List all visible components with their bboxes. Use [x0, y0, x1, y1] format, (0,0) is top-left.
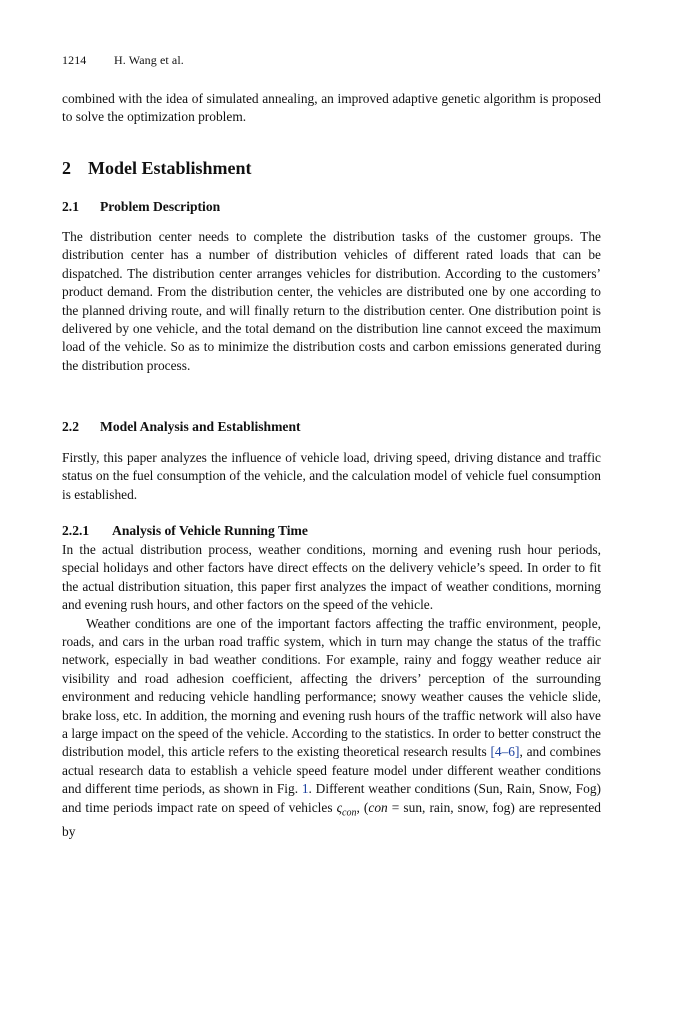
section-2-1-body-block [62, 228, 601, 375]
section-2-2-body-block [62, 449, 601, 504]
section-2-1-body: The distribution center needs to complete the distribution tasks of the customer groups. The distribution center has a number of distribution vehicles of different rated loads that can be dispatched. The distribution center arranges vehicles for distribution. According to the customers’ product demand. From the distribution center, the vehicles are distributed one by one according to the planned driving route, and will finally return to the distribution center. One distribution point is delivered by one vehicle, and the total demand on the distribution line cannot exceed the maximum load of the vehicle. So as to minimize the distribution costs and carbon emissions generated during the distribution process. [62, 229, 601, 373]
figure-link[interactable]: 1 [301, 781, 309, 797]
section-2-title: Model Establishment [88, 158, 252, 178]
section-2-2-1-title: Analysis of Vehicle Running Time [112, 523, 308, 538]
math-variable: con [368, 799, 388, 815]
section-2-heading [62, 158, 601, 179]
section-2-2-1-heading [62, 523, 601, 539]
running-header [62, 53, 184, 68]
section-2-2-1-number: 2.2.1 [62, 523, 90, 538]
section-2-2-title: Model Analysis and Establishment [100, 419, 301, 434]
section-2-2-number: 2.2 [62, 419, 79, 434]
math-subscript: con [342, 807, 357, 819]
math-symbol-varsigma: ς [336, 799, 343, 815]
section-2-2-heading [62, 419, 601, 435]
section-2-1-title: Problem Description [100, 199, 221, 214]
section-2-2-1-para2: Weather conditions are one of the important factors affecting the traffic environment, people, roads, and cars in the urban road traffic system, which in turn may change the status of the traffic network, especially in bad weather conditions. For example, rainy and foggy weather reduce air visibility and road adhesion coefficient, affecting the drivers’ perception of the surrounding environment and reducing vehicle handling performance; snowy weather causes the vehicle slide, brake loss, etc. In addition, the morning and evening rush hours of the traffic network will also have a large impact on the speed of the vehicle. According to the statistics. In order to better construct the distribution model, this article refers to the existing theoretical research results [4–6], and combines actual research data to establish a vehicle speed feature model under different weather conditions and different time periods, as shown in Fig. 1. Different weather conditions (Sun, Rain, Snow, Fog) and time periods impact rate on speed of vehicles $\varsigma_{con}$, (con = sun, rain, snow, fog) are represented by [62, 615, 602, 839]
intro-continuation: combined with the idea of simulated annealing, an improved adaptive genetic algorithm is proposed to solve the optimization problem. [62, 91, 601, 125]
citation-link[interactable]: [4–6] [490, 744, 520, 760]
section-2-2-1-body-block [62, 541, 601, 841]
section-2-1-number: 2.1 [62, 199, 79, 214]
section-2-number: 2 [62, 158, 71, 178]
intro-continuation-block [62, 90, 601, 127]
section-2-2-body: Firstly, this paper analyzes the influence of vehicle load, driving speed, driving distance and traffic status on the fuel consumption of the vehicle, and the calculation model of vehicle fuel consumption is established. [62, 450, 601, 502]
section-2-1-heading [62, 199, 601, 215]
running-authors: H. Wang et al. [114, 53, 184, 67]
page-number: 1214 [62, 53, 87, 67]
section-2-2-1-para1: In the actual distribution process, weather conditions, morning and evening rush hour periods, special holidays and other factors have direct effects on the delivery vehicle’s speed. In order to fit the actual distribution situation, this paper first analyzes the impact of weather conditions, morning and evening rush hours, and other factors on the speed of the vehicle. [62, 542, 601, 613]
